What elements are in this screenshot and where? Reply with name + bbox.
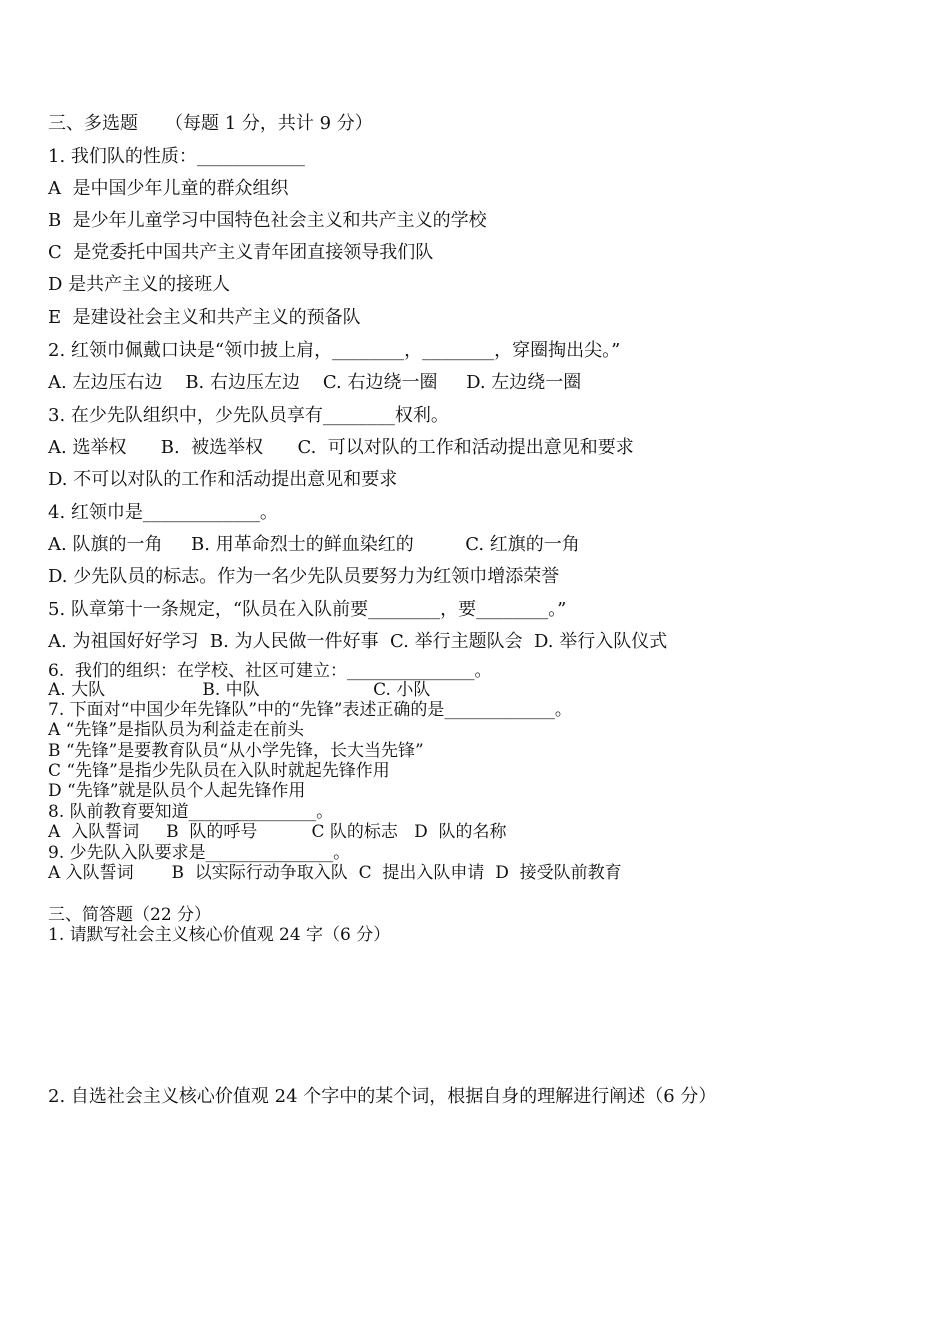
question-8-stem: 8. 队前教育要知道_______________。 xyxy=(48,802,334,822)
question-7-stem: 7. 下面对“中国少年先锋队”中的“先锋”表述正确的是_____________。 xyxy=(48,700,572,720)
question-4-option-d: D. 少先队员的标志。作为一名少先队员要努力为红领巾增添荣誉 xyxy=(48,566,560,587)
question-7-option-a: A “先锋”是指队员为利益走在前头 xyxy=(48,720,305,740)
question-4-options: A. 队旗的一角 B. 用革命烈士的鲜血染红的 C. 红旗的一角 xyxy=(48,534,580,555)
question-1-option-a: A 是中国少年儿童的群众组织 xyxy=(48,178,289,199)
question-6-options: A. 大队 B. 中队 C. 小队 xyxy=(48,680,431,700)
question-1-stem: 1. 我们队的性质：____________ xyxy=(48,146,305,167)
question-2-options: A. 左边压右边 B. 右边压左边 C. 右边绕一圈 D. 左边绕一圈 xyxy=(48,372,582,393)
question-5-stem: 5. 队章第十一条规定，“队员在入队前要________，要________。” xyxy=(48,599,567,620)
question-6-stem: 6. 我们的组织：在学校、社区可建立：_______________。 xyxy=(48,661,492,681)
question-5-options: A. 为祖国好好学习 B. 为人民做一件好事 C. 举行主题队会 D. 举行入队仪式 xyxy=(48,631,668,652)
question-7-option-c: C “先锋”是指少先队员在入队时就起先锋作用 xyxy=(48,761,390,781)
section-heading-short-answer: 三、简答题（22 分） xyxy=(48,905,212,925)
question-1-option-d: D 是共产主义的接班人 xyxy=(48,274,231,295)
question-1-option-c: C 是党委托中国共产主义青年团直接领导我们队 xyxy=(48,242,434,263)
question-9-options: A 入队誓词 B 以实际行动争取入队 C 提出入队申请 D 接受队前教育 xyxy=(48,863,622,883)
question-8-options: A 入队誓词 B 队的呼号 C 队的标志 D 队的名称 xyxy=(48,822,507,842)
question-2-stem: 2. 红领巾佩戴口诀是“领巾披上肩，________，________，穿圈掏出尖。” xyxy=(48,340,621,361)
question-7-option-d: D “先锋”就是队员个人起先锋作用 xyxy=(48,781,306,801)
question-9-stem: 9. 少先队入队要求是_______________。 xyxy=(48,843,351,863)
question-3-option-d: D. 不可以对队的工作和活动提出意见和要求 xyxy=(48,469,398,490)
question-1-option-e: E 是建设社会主义和共产主义的预备队 xyxy=(48,307,361,328)
short-answer-question-1: 1. 请默写社会主义核心价值观 24 字（6 分） xyxy=(48,925,391,945)
question-4-stem: 4. 红领巾是_____________。 xyxy=(48,502,278,523)
question-3-options: A. 选举权 B. 被选举权 C. 可以对队的工作和活动提出意见和要求 xyxy=(48,437,634,458)
question-3-stem: 3. 在少先队组织中，少先队员享有________权利。 xyxy=(48,405,449,426)
section-heading-multiple-choice: 三、多选题 （每题 1 分，共计 9 分） xyxy=(48,113,373,134)
short-answer-question-2: 2. 自选社会主义核心价值观 24 个字中的某个词，根据自身的理解进行阐述（6 分） xyxy=(48,1086,717,1107)
question-1-option-b: B 是少年儿童学习中国特色社会主义和共产主义的学校 xyxy=(48,210,487,231)
question-7-option-b: B “先锋”是要教育队员“从小学先锋，长大当先锋” xyxy=(48,741,424,761)
